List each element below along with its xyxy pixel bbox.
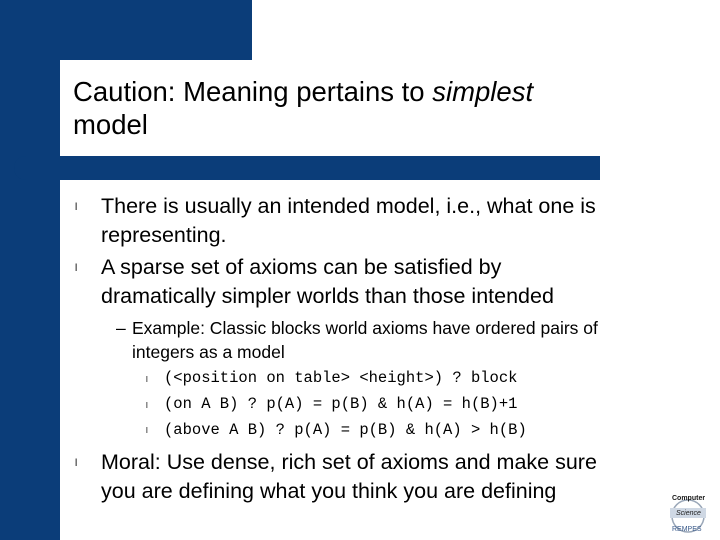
logo-line-3: REMPES: [672, 526, 702, 533]
bullet-2-line-2: dramatically simpler worlds than those intended: [101, 284, 554, 308]
moral-line-1: Moral: Use dense, rich set of axioms and make sure: [101, 450, 597, 474]
code-line-3: (above A B) ? p(A) = p(B) & h(A) > h(B): [164, 421, 527, 439]
bullet-2-text: [101, 253, 554, 311]
slide-title: [73, 75, 693, 141]
sub-bullet-line-1: Example: Classic blocks world axioms have ordered pairs of: [132, 318, 598, 338]
sub-bullet-text: [132, 316, 598, 364]
left-banner: [0, 0, 60, 540]
code-bullet-marker: l: [146, 401, 148, 410]
title-divider-bar: [14, 156, 600, 180]
bullet-marker: l: [75, 202, 78, 213]
title-italic: simplest: [432, 76, 534, 107]
bullet-1-text: [101, 192, 596, 250]
bullet-marker: l: [75, 263, 78, 274]
code-line-2: (on A B) ? p(A) = p(B) & h(A) = h(B)+1: [164, 395, 518, 413]
top-banner: [60, 0, 252, 60]
bullet-marker: l: [75, 458, 78, 469]
code-line-1: (<position on table> <height>) ? block: [164, 369, 518, 387]
code-bullet-marker: l: [146, 426, 148, 435]
logo-line-1: Computer: [672, 495, 706, 502]
moral-line-2: you are defining what you think you are defining: [101, 479, 557, 503]
dash-marker: –: [116, 318, 126, 338]
sub-bullet-line-2: integers as a model: [132, 342, 285, 362]
computer-science-logo: [662, 490, 716, 534]
moral-text: [101, 448, 597, 506]
code-bullet-marker: l: [146, 375, 148, 384]
bullet-1-line-2: representing.: [101, 223, 227, 247]
title-text-2: model: [73, 109, 148, 140]
logo-line-2: Science: [676, 510, 701, 517]
title-text-1: Caution: Meaning pertains to: [73, 76, 433, 107]
bullet-1-line-1: There is usually an intended model, i.e., what one is: [101, 194, 596, 218]
bullet-2-line-1: A sparse set of axioms can be satisfied by: [101, 255, 502, 279]
